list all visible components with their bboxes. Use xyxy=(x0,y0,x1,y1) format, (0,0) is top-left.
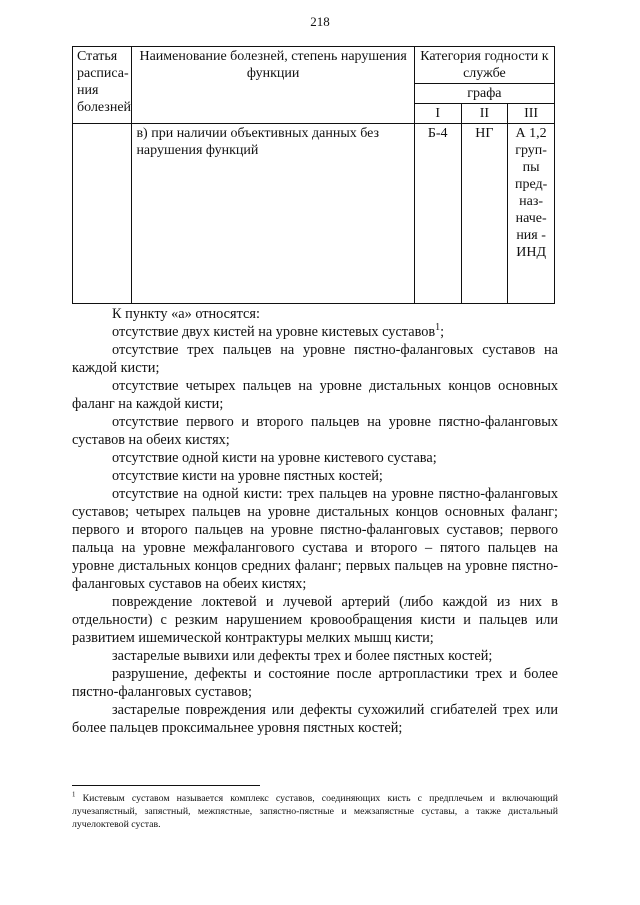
list-item: отсутствие на одной кисти: трех пальцев на уровне пястно-фаланговых суставов; четырех пальцев на уровне дистальных концов основных фаланг; первого и второго пальцев на уровне пястно-фаланговых суставов; первого пальца на уровне межфалангового сустава и второго – пятого пальцев на уровне дистальных концов средних фаланг; первых пальцев на уровне пястно-фаланговых суставов на обеих кистях; xyxy=(72,486,558,592)
list-item: застарелые вывихи или дефекты трех и более пястных костей; xyxy=(112,648,493,664)
list-item: повреждение локтевой и лучевой артерий (либо каждой из них в отдельности) с резким нарушением кровообращения кисти и пальцев или развитием ишемической контрактуры мелких мышц кисти; xyxy=(72,594,558,646)
header-category: Категория годности к службе xyxy=(414,47,554,84)
row-col-3: А 1,2 груп-пы пред-наз-наче-ния - ИНД xyxy=(508,124,555,304)
header-col-1: I xyxy=(414,104,461,124)
list-item-text: отсутствие двух кистей на уровне кистевых суставов xyxy=(112,324,436,340)
row-col-2: НГ xyxy=(461,124,508,304)
body-text xyxy=(72,305,558,737)
list-item: отсутствие кисти на уровне пястных костей; xyxy=(112,468,383,484)
header-article: Статья расписа-ния болезней xyxy=(73,47,132,124)
footnote xyxy=(72,792,558,831)
row-article xyxy=(73,124,132,304)
header-col-2: II xyxy=(461,104,508,124)
list-item-end: ; xyxy=(440,324,445,340)
list-item: отсутствие трех пальцев на уровне пястно-фаланговых суставов на каждой кисти; xyxy=(72,342,558,376)
header-col-3: III xyxy=(508,104,555,124)
intro-paragraph: К пункту «а» относятся: xyxy=(112,306,260,322)
list-item: застарелые повреждения или дефекты сухожилий сгибателей трех или более пальцев проксимальнее уровня пястных костей; xyxy=(72,702,558,736)
footnote-ref: 1 xyxy=(435,322,441,334)
disease-schedule-table xyxy=(72,46,555,304)
list-item: отсутствие первого и второго пальцев на уровне пястно-фаланговых суставов на обеих кистях; xyxy=(72,414,558,448)
header-grafa: графа xyxy=(414,84,554,104)
footnote-mark: 1 xyxy=(72,791,76,799)
footnote-divider xyxy=(72,785,260,786)
page-number: 218 xyxy=(310,14,330,29)
row-col-1: Б-4 xyxy=(414,124,461,304)
list-item xyxy=(72,323,558,341)
list-item: отсутствие одной кисти на уровне кистевого сустава; xyxy=(112,450,437,466)
header-name: Наименование болезней, степень нарушения функции xyxy=(132,47,414,124)
row-name: в) при наличии объективных данных без нарушения функций xyxy=(132,124,414,304)
list-item: разрушение, дефекты и состояние после артропластики трех и более пястно-фаланговых суставов; xyxy=(72,666,558,700)
footnote-text: Кистевым суставом называется комплекс суставов, соединяющих кисть с предплечьем и включающий лучезапястный, запястный, межпястные, запястно-пястные и межзапястные суставы, а также дистальный лучелоктевой сустав. xyxy=(72,793,558,830)
list-item: отсутствие четырех пальцев на уровне дистальных концов основных фаланг на каждой кисти; xyxy=(72,378,558,412)
